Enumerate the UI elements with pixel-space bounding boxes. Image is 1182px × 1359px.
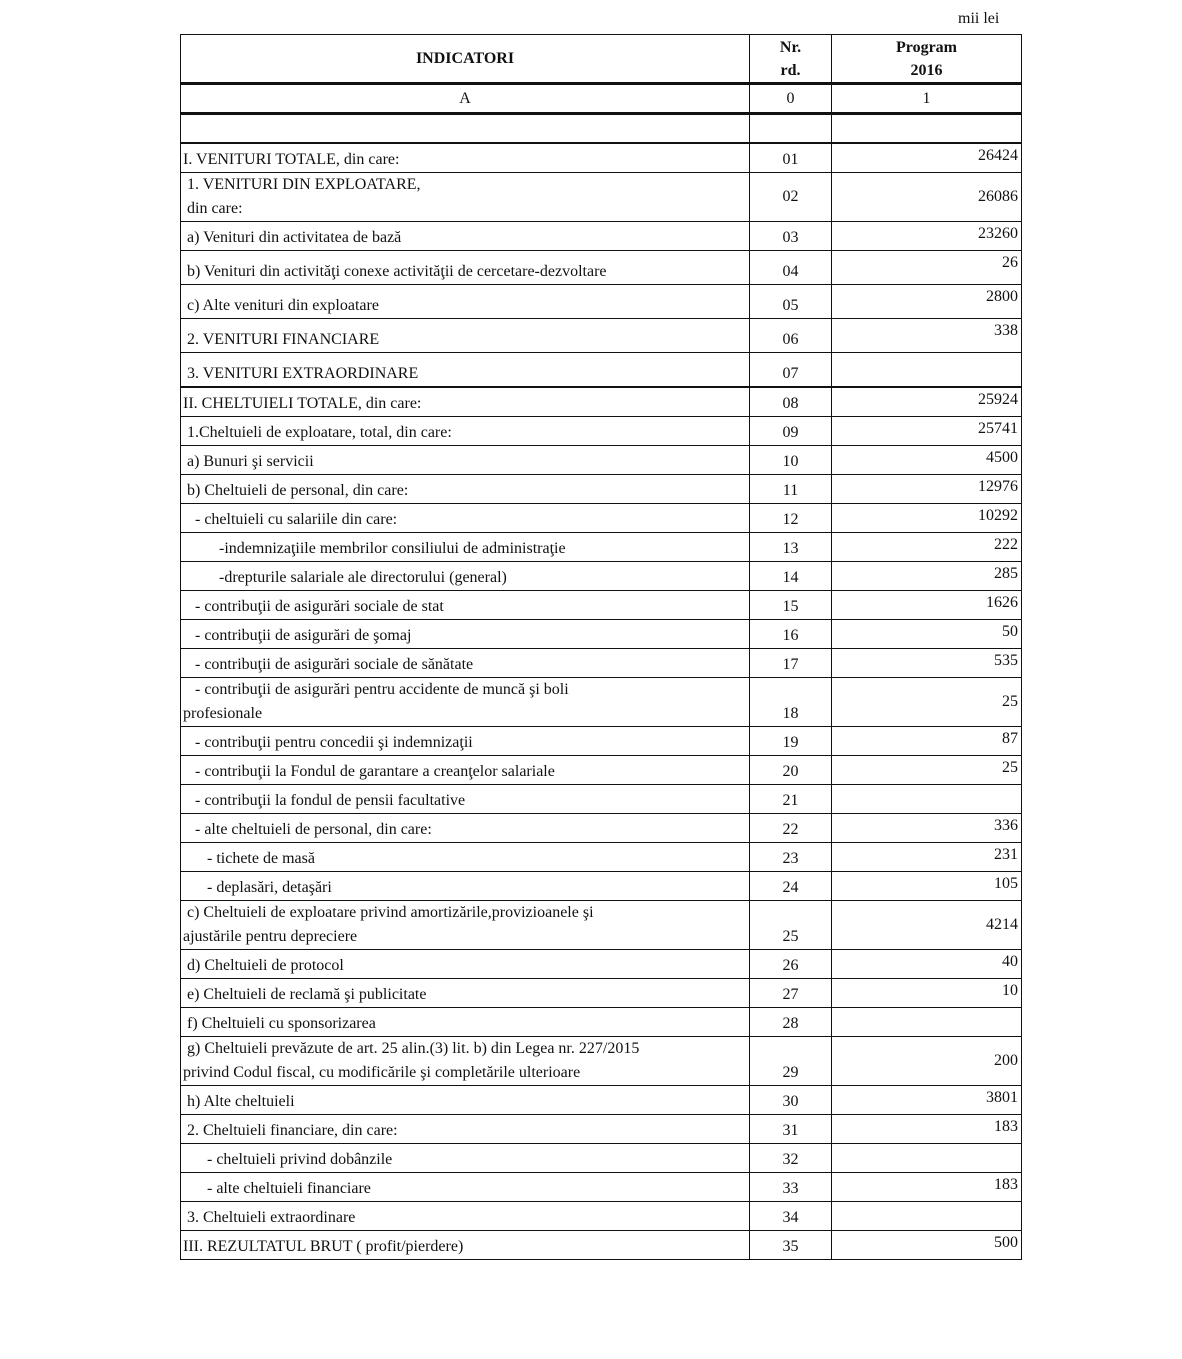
indicator-label: d) Cheltuieli de protocol (183, 957, 344, 974)
row-number-cell: 30 (750, 1086, 832, 1115)
indicator-cell (181, 591, 750, 620)
table-row (181, 727, 1022, 756)
row-number-cell: 22 (750, 814, 832, 843)
column-index-0: 0 (750, 84, 832, 114)
indicator-label-continued: din care: (183, 200, 243, 217)
row-number-cell: 23 (750, 843, 832, 872)
program-value-cell: 105 (832, 872, 1022, 901)
row-number-cell: 19 (750, 727, 832, 756)
row-number-cell: 08 (750, 387, 832, 417)
table-row (181, 143, 1022, 173)
indicator-label-continued: profesionale (183, 705, 263, 722)
indicator-label: b) Venituri din activităţi conexe activităţii de cercetare-dezvoltare (183, 263, 607, 280)
header-program-line2: 2016 (910, 61, 943, 79)
blank-cell (181, 114, 750, 144)
indicator-label: c) Alte venituri din exploatare (183, 297, 379, 314)
indicator-cell (181, 417, 750, 446)
indicator-cell (181, 1231, 750, 1260)
indicator-cell (181, 678, 750, 727)
table-header (181, 35, 1022, 84)
row-number-cell: 28 (750, 1008, 832, 1037)
program-value-cell: 3801 (832, 1086, 1022, 1115)
indicator-cell (181, 843, 750, 872)
table-row (181, 504, 1022, 533)
unit-label: mii lei (958, 10, 1000, 27)
indicator-cell (181, 562, 750, 591)
row-number-cell: 12 (750, 504, 832, 533)
table-row (181, 843, 1022, 872)
row-number-cell: 27 (750, 979, 832, 1008)
table-row (181, 1037, 1022, 1086)
program-value-cell: 183 (832, 1173, 1022, 1202)
row-number-cell: 18 (750, 678, 832, 727)
column-index-row (181, 84, 1022, 114)
indicator-label: II. CHELTUIELI TOTALE, din care: (183, 395, 422, 412)
row-number-cell: 34 (750, 1202, 832, 1231)
indicator-cell (181, 950, 750, 979)
program-value-cell: 10 (832, 979, 1022, 1008)
table-row (181, 872, 1022, 901)
row-number-cell: 09 (750, 417, 832, 446)
indicator-label: - contribuţii de asigurări de şomaj (183, 627, 412, 644)
table-row (181, 387, 1022, 417)
row-number-cell: 04 (750, 251, 832, 285)
blank-row (181, 114, 1022, 144)
program-value-cell: 222 (832, 533, 1022, 562)
indicator-cell (181, 1086, 750, 1115)
indicator-label: - contribuţii pentru concedii şi indemnizaţii (183, 734, 473, 751)
header-program (832, 35, 1022, 84)
indicator-cell (181, 446, 750, 475)
program-value-cell: 338 (832, 319, 1022, 353)
row-number-cell: 25 (750, 901, 832, 950)
indicator-cell (181, 727, 750, 756)
indicator-label: - contribuţii de asigurări sociale de sănătate (183, 656, 474, 673)
indicator-label: -indemnizaţiile membrilor consiliului de administraţie (183, 540, 566, 557)
table-row (181, 901, 1022, 950)
table-body (181, 84, 1022, 1260)
row-number-cell: 03 (750, 222, 832, 251)
program-value-cell: 23260 (832, 222, 1022, 251)
row-number-cell: 11 (750, 475, 832, 504)
indicator-label: a) Bunuri şi servicii (183, 453, 314, 470)
indicator-label: 1.Cheltuieli de exploatare, total, din care: (183, 424, 452, 441)
table-row (181, 591, 1022, 620)
blank-cell (832, 114, 1022, 144)
program-value-cell: 26424 (832, 143, 1022, 173)
indicator-label: 2. VENITURI FINANCIARE (183, 331, 380, 348)
indicator-cell (181, 756, 750, 785)
indicator-label: 1. VENITURI DIN EXPLOATARE, (183, 176, 421, 193)
table-row (181, 1202, 1022, 1231)
program-value-cell: 87 (832, 727, 1022, 756)
indicator-label: - alte cheltuieli de personal, din care: (183, 821, 432, 838)
row-number-cell: 31 (750, 1115, 832, 1144)
indicator-label: b) Cheltuieli de personal, din care: (183, 482, 409, 499)
table-row (181, 285, 1022, 319)
indicator-cell (181, 1144, 750, 1173)
indicator-cell (181, 387, 750, 417)
row-number-cell: 02 (750, 173, 832, 222)
program-value-cell: 25924 (832, 387, 1022, 417)
program-value-cell (832, 1144, 1022, 1173)
indicator-label: I. VENITURI TOTALE, din care: (183, 151, 400, 168)
program-value-cell: 1626 (832, 591, 1022, 620)
indicator-label: h) Alte cheltuieli (183, 1093, 295, 1110)
table-row (181, 1086, 1022, 1115)
table-row (181, 562, 1022, 591)
table-row (181, 222, 1022, 251)
row-number-cell: 33 (750, 1173, 832, 1202)
indicator-label: - contribuţii de asigurări pentru accidente de muncă şi boli (183, 681, 569, 698)
indicator-label: f) Cheltuieli cu sponsorizarea (183, 1015, 376, 1032)
program-value-cell: 2800 (832, 285, 1022, 319)
indicator-label: -drepturile salariale ale directorului (general) (183, 569, 507, 586)
program-value-cell: 26 (832, 251, 1022, 285)
row-number-cell: 13 (750, 533, 832, 562)
row-number-cell: 26 (750, 950, 832, 979)
row-number-cell: 14 (750, 562, 832, 591)
row-number-cell: 24 (750, 872, 832, 901)
indicator-cell (181, 814, 750, 843)
program-value-cell: 200 (832, 1037, 1022, 1086)
program-value-cell: 25 (832, 678, 1022, 727)
program-value-cell: 500 (832, 1231, 1022, 1260)
indicator-label-continued: ajustările pentru depreciere (183, 928, 358, 945)
program-value-cell: 285 (832, 562, 1022, 591)
indicator-cell (181, 1202, 750, 1231)
indicator-cell (181, 1115, 750, 1144)
header-row-number (750, 35, 832, 84)
budget-table (180, 34, 1022, 1260)
program-value-cell (832, 785, 1022, 814)
table-row (181, 979, 1022, 1008)
table-row (181, 785, 1022, 814)
program-value-cell: 12976 (832, 475, 1022, 504)
table-row (181, 678, 1022, 727)
table-row (181, 1008, 1022, 1037)
program-value-cell (832, 1202, 1022, 1231)
table-row (181, 814, 1022, 843)
indicator-cell (181, 620, 750, 649)
indicator-label: - cheltuieli cu salariile din care: (183, 511, 398, 528)
program-value-cell: 183 (832, 1115, 1022, 1144)
program-value-cell: 231 (832, 843, 1022, 872)
indicator-cell (181, 533, 750, 562)
program-value-cell: 10292 (832, 504, 1022, 533)
indicator-label: - contribuţii la Fondul de garantare a creanţelor salariale (183, 763, 555, 780)
indicator-cell (181, 353, 750, 388)
row-number-cell: 35 (750, 1231, 832, 1260)
table-row (181, 649, 1022, 678)
program-value-cell (832, 1008, 1022, 1037)
indicator-label: e) Cheltuieli de reclamă şi publicitate (183, 986, 427, 1003)
row-number-cell: 10 (750, 446, 832, 475)
row-number-cell: 16 (750, 620, 832, 649)
row-number-cell: 05 (750, 285, 832, 319)
table-row (181, 1231, 1022, 1260)
row-number-cell: 06 (750, 319, 832, 353)
program-value-cell: 50 (832, 620, 1022, 649)
table-row (181, 1173, 1022, 1202)
program-value-cell: 26086 (832, 173, 1022, 222)
program-value-cell: 25741 (832, 417, 1022, 446)
blank-cell (750, 114, 832, 144)
table-row (181, 1144, 1022, 1173)
indicator-label: - contribuţii la fondul de pensii facultative (183, 792, 466, 809)
header-row-number-line2: rd. (780, 61, 801, 79)
table-row (181, 475, 1022, 504)
header-program-line1: Program (895, 38, 957, 56)
indicator-cell (181, 1173, 750, 1202)
indicator-cell (181, 222, 750, 251)
indicator-cell (181, 475, 750, 504)
indicator-cell (181, 649, 750, 678)
indicator-label: - cheltuieli privind dobânzile (183, 1151, 393, 1168)
table-row (181, 173, 1022, 222)
program-value-cell: 336 (832, 814, 1022, 843)
indicator-label: a) Venituri din activitatea de bază (183, 229, 402, 246)
table-row (181, 620, 1022, 649)
column-index-1: 1 (832, 84, 1022, 114)
header-indicator: INDICATORI (181, 35, 750, 84)
indicator-cell (181, 285, 750, 319)
indicator-cell (181, 1008, 750, 1037)
table-row (181, 950, 1022, 979)
row-number-cell: 29 (750, 1037, 832, 1086)
row-number-cell: 17 (750, 649, 832, 678)
table-row (181, 756, 1022, 785)
table-row (181, 417, 1022, 446)
program-value-cell: 535 (832, 649, 1022, 678)
indicator-cell (181, 901, 750, 950)
indicator-label: - contribuţii de asigurări sociale de stat (183, 598, 444, 615)
indicator-cell (181, 785, 750, 814)
indicator-label-continued: privind Codul fiscal, cu modificările şi completările ulterioare (183, 1064, 581, 1081)
row-number-cell: 07 (750, 353, 832, 388)
row-number-cell: 32 (750, 1144, 832, 1173)
table-row (181, 353, 1022, 388)
row-number-cell: 21 (750, 785, 832, 814)
header-row-number-line1: Nr. (779, 38, 802, 56)
program-value-cell: 25 (832, 756, 1022, 785)
column-index-a: A (181, 84, 750, 114)
indicator-label: 2. Cheltuieli financiare, din care: (183, 1122, 398, 1139)
table-row (181, 319, 1022, 353)
indicator-label: - tichete de masă (183, 850, 315, 867)
indicator-cell (181, 173, 750, 222)
table-row (181, 1115, 1022, 1144)
indicator-label: g) Cheltuieli prevăzute de art. 25 alin.(3) lit. b) din Legea nr. 227/2015 (183, 1040, 640, 1057)
indicator-cell (181, 872, 750, 901)
table-row (181, 446, 1022, 475)
table-row (181, 533, 1022, 562)
indicator-cell (181, 251, 750, 285)
indicator-label: - deplasări, detaşări (183, 879, 332, 896)
indicator-cell (181, 979, 750, 1008)
indicator-cell (181, 143, 750, 173)
program-value-cell: 4214 (832, 901, 1022, 950)
indicator-label: III. REZULTATUL BRUT ( profit/pierdere) (183, 1238, 464, 1255)
indicator-label: - alte cheltuieli financiare (183, 1180, 371, 1197)
program-value-cell (832, 353, 1022, 388)
indicator-cell (181, 504, 750, 533)
table-row (181, 251, 1022, 285)
program-value-cell: 40 (832, 950, 1022, 979)
row-number-cell: 20 (750, 756, 832, 785)
row-number-cell: 15 (750, 591, 832, 620)
row-number-cell: 01 (750, 143, 832, 173)
program-value-cell: 4500 (832, 446, 1022, 475)
indicator-cell (181, 319, 750, 353)
indicator-cell (181, 1037, 750, 1086)
indicator-label: 3. Cheltuieli extraordinare (183, 1209, 356, 1226)
indicator-label: 3. VENITURI EXTRAORDINARE (183, 365, 419, 382)
indicator-label: c) Cheltuieli de exploatare privind amortizările,provizioanele şi (183, 904, 594, 921)
